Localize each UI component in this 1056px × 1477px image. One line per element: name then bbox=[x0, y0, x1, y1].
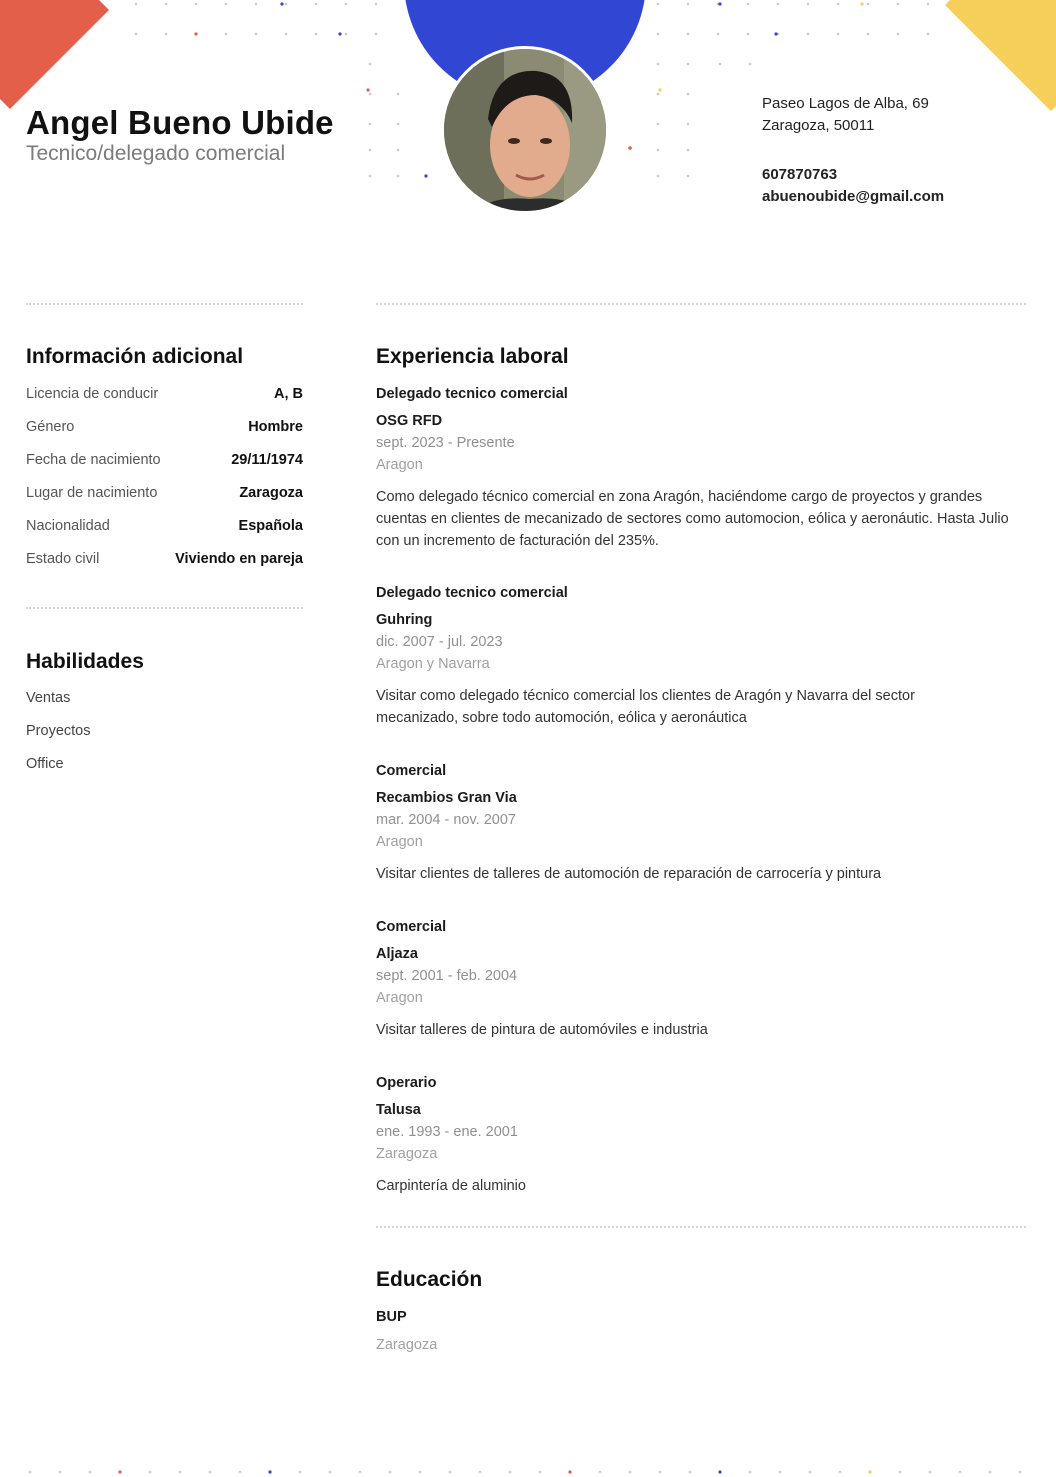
job-title: Comercial bbox=[376, 763, 447, 779]
job-title: Operario bbox=[376, 1075, 437, 1091]
job-dates: ene. 1993 - ene. 2001 bbox=[376, 1124, 518, 1140]
info-row-birthplace bbox=[26, 485, 303, 501]
additional-info-title: Información adicional bbox=[26, 345, 244, 368]
job-place: Aragon bbox=[376, 834, 423, 850]
job-company: Recambios Gran Via bbox=[376, 790, 517, 806]
job-description: Visitar como delegado técnico comercial los clientes de Aragón y Navarra del sector mecanizado, sobre todo automoción, eólica y aeronáutica bbox=[376, 688, 915, 726]
education-entry bbox=[376, 1309, 437, 1353]
skills-title: Habilidades bbox=[26, 650, 144, 673]
job-title: Delegado tecnico comercial bbox=[376, 585, 568, 601]
experience-title: Experiencia laboral bbox=[376, 345, 569, 368]
skill-item: Ventas bbox=[26, 690, 71, 706]
info-key: Licencia de conducir bbox=[26, 386, 159, 402]
candidate-name: Angel Bueno Ubide bbox=[26, 104, 334, 141]
job-entry bbox=[376, 919, 1026, 1041]
divider bbox=[376, 303, 1026, 305]
divider bbox=[26, 607, 303, 609]
info-value: Hombre bbox=[248, 419, 303, 435]
job-description: Carpintería de aluminio bbox=[376, 1178, 526, 1194]
job-place: Aragon y Navarra bbox=[376, 656, 490, 672]
info-row-marital-status bbox=[26, 551, 303, 567]
info-key: Lugar de nacimiento bbox=[26, 485, 158, 501]
education-title: Educación bbox=[376, 1268, 483, 1291]
info-value: 29/11/1974 bbox=[231, 452, 303, 468]
job-dates: sept. 2001 - feb. 2004 bbox=[376, 968, 518, 984]
info-value: A, B bbox=[274, 386, 303, 402]
skill-item: Proyectos bbox=[26, 723, 91, 739]
info-row-nationality bbox=[26, 518, 303, 534]
info-value: Viviendo en pareja bbox=[175, 551, 303, 567]
job-entry bbox=[376, 763, 1026, 885]
job-entry bbox=[376, 585, 1026, 729]
job-dates: sept. 2023 - Presente bbox=[376, 435, 515, 451]
job-title: Comercial bbox=[376, 919, 447, 935]
person-portrait-icon bbox=[444, 49, 609, 214]
corner-decoration-yellow bbox=[945, 0, 1056, 111]
info-value: Española bbox=[238, 518, 303, 534]
info-key: Fecha de nacimiento bbox=[26, 452, 161, 468]
info-key: Nacionalidad bbox=[26, 518, 110, 534]
divider bbox=[376, 1226, 1026, 1228]
job-company: Guhring bbox=[376, 612, 433, 628]
job-place: Aragon bbox=[376, 990, 423, 1006]
job-company: Aljaza bbox=[376, 946, 418, 962]
address-line-1: Paseo Lagos de Alba, 69 bbox=[762, 95, 929, 112]
address-line-2: Zaragoza, 50011 bbox=[762, 117, 875, 134]
education-place: Zaragoza bbox=[376, 1337, 438, 1353]
info-value: Zaragoza bbox=[239, 485, 303, 501]
info-key: Género bbox=[26, 419, 75, 435]
job-company: OSG RFD bbox=[376, 413, 443, 429]
email-address: abuenoubide@gmail.com bbox=[762, 188, 945, 205]
info-row-gender bbox=[26, 419, 303, 435]
job-dates: mar. 2004 - nov. 2007 bbox=[376, 812, 516, 828]
education-degree: BUP bbox=[376, 1309, 407, 1325]
info-row-license bbox=[26, 386, 303, 402]
divider bbox=[26, 303, 303, 305]
corner-decoration-red bbox=[0, 0, 109, 109]
job-place: Zaragoza bbox=[376, 1146, 438, 1162]
job-title: Delegado tecnico comercial bbox=[376, 386, 568, 402]
skill-item: Office bbox=[26, 756, 64, 772]
info-row-birthdate bbox=[26, 452, 303, 468]
job-entry bbox=[376, 1075, 1026, 1197]
job-company: Talusa bbox=[376, 1102, 421, 1118]
profile-photo bbox=[441, 46, 609, 214]
contact-block bbox=[762, 93, 944, 208]
job-description: Visitar clientes de talleres de automoción de reparación de carrocería y pintura bbox=[376, 866, 882, 882]
job-place: Aragon bbox=[376, 457, 423, 473]
job-entry bbox=[376, 386, 1026, 552]
job-description: Visitar talleres de pintura de automóviles e industria bbox=[376, 1022, 708, 1038]
job-dates: dic. 2007 - jul. 2023 bbox=[376, 634, 503, 650]
info-key: Estado civil bbox=[26, 551, 100, 567]
candidate-role: Tecnico/delegado comercial bbox=[26, 142, 286, 165]
job-description: Como delegado técnico comercial en zona Aragón, haciéndome cargo de proyectos y grandes cuentas en clientes de mecanizado de sectores como automocion, eólica y aeronáutic. Hasta Julio con un incremento de facturación del 235%. bbox=[376, 489, 1009, 549]
phone-number: 607870763 bbox=[762, 166, 838, 183]
